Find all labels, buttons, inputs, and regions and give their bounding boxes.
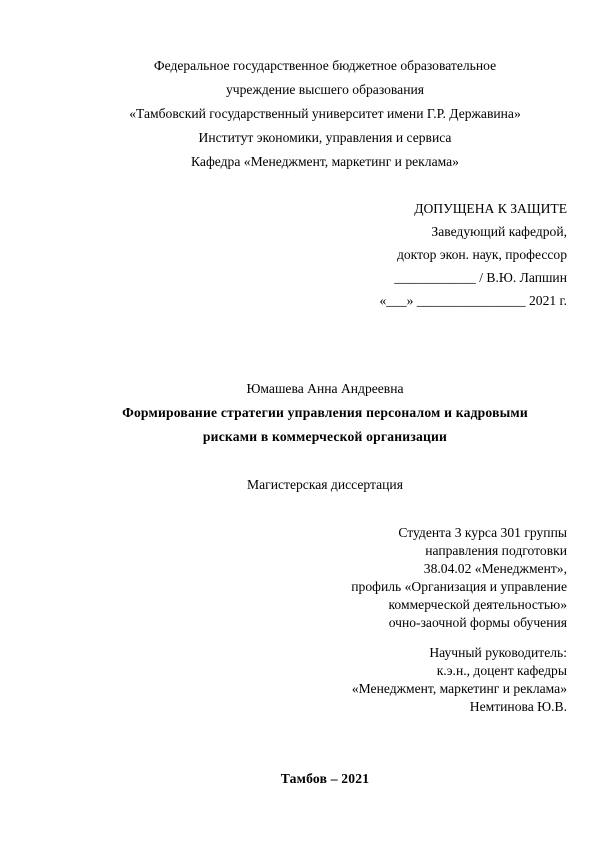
approval-title: ДОПУЩЕНА К ЗАЩИТЕ bbox=[414, 201, 567, 216]
thesis-title-line2: рисками в коммерческой организации bbox=[202, 429, 448, 444]
approval-signature-line: ____________ / В.Ю. Лапшин bbox=[394, 270, 567, 285]
approval-degree: доктор экон. наук, профессор bbox=[396, 247, 567, 262]
student-line-course: Студента 3 курса 301 группы bbox=[398, 525, 567, 540]
supervisor-label: Научный руководитель: bbox=[429, 645, 567, 660]
author-name: Юмашева Анна Андреевна bbox=[246, 381, 404, 396]
student-line-direction-code: 38.04.02 «Менеджмент», bbox=[423, 561, 567, 576]
header-line-federal: Федеральное государственное бюджетное образовательное bbox=[153, 58, 497, 73]
supervisor-name: Немтинова Ю.В. bbox=[469, 699, 567, 714]
approval-date-line: «___» ________________ 2021 г. bbox=[379, 293, 567, 308]
thesis-type: Магистерская диссертация bbox=[247, 477, 403, 492]
supervisor-title: к.э.н., доцент кафедры bbox=[436, 663, 567, 678]
student-line-profile-cont: коммерческой деятельностью» bbox=[388, 597, 567, 612]
thesis-title-line1: Формирование стратегии управления персоналом и кадровыми bbox=[122, 405, 528, 420]
header-line-institution-type: учреждение высшего образования bbox=[225, 82, 424, 97]
approval-position: Заведующий кафедрой, bbox=[431, 224, 567, 239]
supervisor-department: «Менеджмент, маркетинг и реклама» bbox=[351, 681, 567, 696]
student-line-profile: профиль «Организация и управление bbox=[351, 579, 567, 594]
header-line-university: «Тамбовский государственный университет имени Г.Р. Державина» bbox=[129, 106, 521, 121]
header-line-department: Кафедра «Менеджмент, маркетинг и реклама» bbox=[191, 154, 459, 169]
student-line-study-form: очно-заочной формы обучения bbox=[388, 615, 567, 630]
footer-city-year: Тамбов – 2021 bbox=[280, 771, 370, 786]
header-line-institute: Институт экономики, управления и сервиса bbox=[198, 130, 452, 145]
student-line-direction-label: направления подготовки bbox=[425, 543, 567, 558]
